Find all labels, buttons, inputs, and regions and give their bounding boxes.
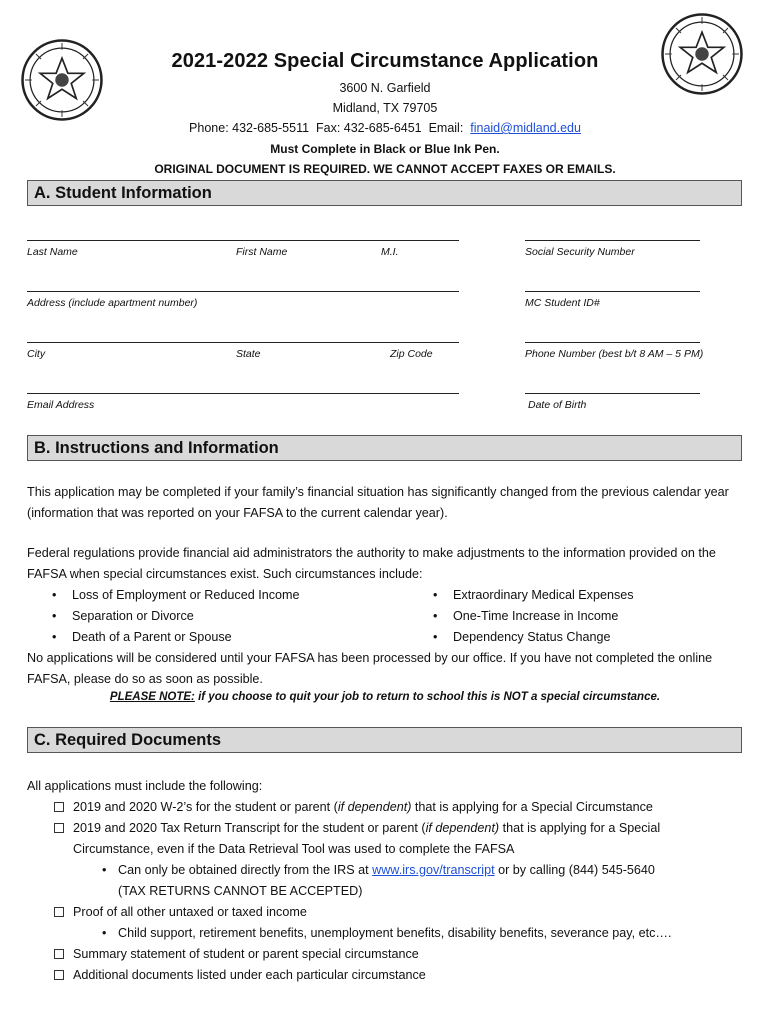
section-b-heading: B. Instructions and Information	[27, 435, 742, 461]
irs-transcript-link[interactable]: www.irs.gov/transcript	[372, 863, 495, 877]
instructions-paragraph-3: No applications will be considered until your FAFSA has been processed by our office. If you have not completed the online FAFSA, please do so as soon as possible.	[27, 651, 713, 686]
page-title: 2021-2022 Special Circumstance Application	[171, 50, 599, 72]
middle-initial-label: M.I.	[381, 246, 399, 258]
required-doc-summary: Summary statement of student or parent special circumstance	[54, 944, 744, 965]
student-id-label: MC Student ID#	[525, 297, 600, 309]
dob-label: Date of Birth	[528, 399, 587, 411]
please-note-text: if you choose to quit your job to return to school this is NOT a special circumstance.	[194, 691, 661, 703]
bullet-icon: •	[102, 863, 107, 877]
bullet-icon: •	[102, 926, 107, 940]
first-name-label: First Name	[236, 246, 288, 258]
city-label: City	[27, 348, 46, 360]
list-item: • Loss of Employment or Reduced Income	[48, 585, 300, 606]
required-doc-income-proof: Proof of all other untaxed or taxed income	[54, 902, 744, 923]
bullet-icon: •	[52, 630, 57, 644]
bullet-icon: •	[433, 630, 438, 644]
address-line-1: 3600 N. Garfield	[339, 81, 431, 95]
original-document-notice: ORIGINAL DOCUMENT IS REQUIRED. WE CANNOT ACCEPT FAXES OR EMAILS.	[154, 162, 616, 176]
bullet-icon: •	[433, 588, 438, 602]
checkbox-icon	[54, 802, 64, 812]
required-doc-tax-transcript: 2019 and 2020 Tax Return Transcript for the student or parent (if dependent) that is applying for a Special	[54, 818, 744, 839]
city-state-zip-input-line[interactable]	[27, 342, 459, 343]
ssn-label: Social Security Number	[525, 246, 635, 258]
email-link[interactable]: finaid@midland.edu	[470, 121, 581, 135]
list-item: • Separation or Divorce	[48, 606, 300, 627]
circumstances-list-left	[48, 585, 300, 648]
phone-label: Phone Number (best b/t 8 AM – 5 PM)	[525, 348, 704, 360]
ssn-input-line[interactable]	[525, 240, 700, 241]
student-id-input-line[interactable]	[525, 291, 700, 292]
income-examples: • Child support, retirement benefits, unemployment benefits, disability benefits, severance pay, etc….	[98, 923, 758, 944]
address-label: Address (include apartment number)	[27, 297, 198, 309]
dob-input-line[interactable]	[525, 393, 700, 394]
state-label: State	[236, 348, 261, 360]
irs-transcript-info: • Can only be obtained directly from the IRS at www.irs.gov/transcript or by calling (844) 545-5640	[98, 860, 748, 881]
please-note-label: PLEASE NOTE:	[109, 691, 195, 703]
checkbox-icon	[54, 907, 64, 917]
list-item: • Dependency Status Change	[429, 627, 634, 648]
please-note	[0, 691, 770, 703]
required-docs-intro: All applications must include the following:	[27, 779, 263, 793]
list-item: • Extraordinary Medical Expenses	[429, 585, 634, 606]
circumstances-list-right	[429, 585, 634, 648]
section-c-heading: C. Required Documents	[27, 727, 742, 753]
name-input-line[interactable]	[27, 240, 459, 241]
contact-prefix: Phone: 432-685-5511 Fax: 432-685-6451 Email:	[189, 121, 471, 135]
section-a-heading: A. Student Information	[27, 180, 742, 206]
instructions-paragraph-1: This application may be completed if your family’s financial situation has significantly changed from the previous calendar year (information that was reported on your FAFSA to the current calendar year).	[27, 485, 729, 520]
bullet-icon: •	[433, 609, 438, 623]
phone-input-line[interactable]	[525, 342, 700, 343]
checkbox-icon	[54, 823, 64, 833]
bullet-icon: •	[52, 588, 57, 602]
checkbox-icon	[54, 949, 64, 959]
zip-label: Zip Code	[390, 348, 433, 360]
last-name-label: Last Name	[27, 246, 78, 258]
tax-returns-not-accepted: (TAX RETURNS CANNOT BE ACCEPTED)	[118, 884, 363, 898]
contact-line	[0, 121, 770, 135]
ink-notice: Must Complete in Black or Blue Ink Pen.	[270, 142, 500, 156]
list-item: • Death of a Parent or Spouse	[48, 627, 300, 648]
instructions-paragraph-2: Federal regulations provide financial aid administrators the authority to make adjustments to the information provided on the FAFSA when special circumstances exist. Such circumstances include:	[27, 546, 716, 581]
address-input-line[interactable]	[27, 291, 459, 292]
list-item: • One-Time Increase in Income	[429, 606, 634, 627]
required-doc-tax-transcript-cont: Circumstance, even if the Data Retrieval Tool was used to complete the FAFSA	[73, 842, 515, 856]
address-line-2: Midland, TX 79705	[332, 101, 438, 115]
required-doc-additional: Additional documents listed under each particular circumstance	[54, 965, 744, 986]
bullet-icon: •	[52, 609, 57, 623]
required-doc-w2: 2019 and 2020 W-2’s for the student or parent (if dependent) that is applying for a Special Circumstance	[54, 797, 744, 818]
email-label: Email Address	[27, 399, 95, 411]
email-input-line[interactable]	[27, 393, 459, 394]
checkbox-icon	[54, 970, 64, 980]
